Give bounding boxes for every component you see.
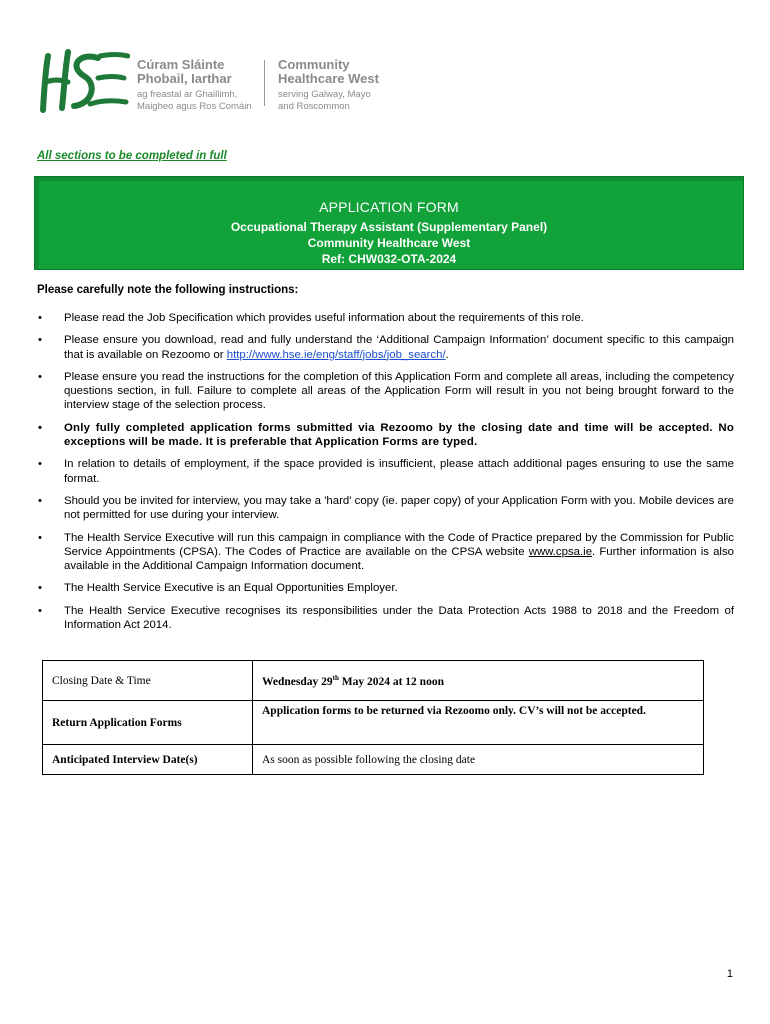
banner-top-edge	[35, 177, 743, 181]
job-search-link[interactable]: http://www.hse.ie/eng/staff/jobs/job_search/	[226, 348, 446, 361]
table-row	[43, 701, 704, 745]
bullet-icon: •	[38, 494, 42, 507]
instruction-item	[38, 457, 734, 486]
instruction-text: The Health Service Executive recognises its responsibilities under the Data Protection Acts 1988 to 2018 and the Freedom of Information Act 2014.	[64, 604, 734, 632]
instruction-item	[38, 311, 734, 325]
form-title-banner	[34, 176, 744, 270]
instruction-item	[38, 494, 734, 523]
org-name-english	[278, 58, 379, 113]
org-name-irish	[137, 58, 252, 113]
bullet-icon: •	[38, 312, 42, 324]
org-english-line2: Healthcare West	[278, 71, 379, 86]
return-forms-label: Return Application Forms	[43, 701, 253, 745]
closing-date-day: Wednesday 29	[262, 675, 333, 688]
reference-number: Ref: CHW032-OTA-2024	[321, 252, 457, 266]
instruction-item	[38, 421, 734, 450]
area-name: Community Healthcare West	[307, 236, 471, 250]
bullet-icon: •	[38, 334, 42, 347]
closing-date-suffix: th	[332, 673, 339, 682]
form-title: APPLICATION FORM	[319, 199, 459, 215]
completion-notice: All sections to be completed in full	[37, 150, 227, 162]
cpsa-link[interactable]: www.cpsa.ie	[528, 545, 593, 558]
instruction-text: In relation to details of employment, if the space provided is insufficient, please attach additional pages ensuring to use the same format.	[64, 458, 734, 485]
interview-date-value: As soon as possible following the closing date	[253, 745, 704, 775]
instruction-text-end: . Further information is also available in the Additional Campaign Information document.	[64, 545, 734, 573]
bullet-icon: •	[38, 421, 43, 434]
org-irish-line1: Cúram Sláinte	[137, 57, 225, 72]
instruction-text: Please read the Job Specification which provides useful information about the requirements of this role.	[64, 312, 584, 324]
instructions-heading: Please carefully note the following instructions:	[37, 284, 299, 296]
closing-date-rest: May 2024 at 12 noon	[338, 675, 444, 688]
table-row	[43, 745, 704, 775]
closing-date-label: Closing Date & Time	[43, 661, 253, 701]
instruction-text-end: .	[445, 348, 449, 361]
org-english-line1: Community	[278, 57, 350, 72]
org-english-line3: serving Galway, Mayo	[278, 89, 371, 100]
bullet-icon: •	[38, 458, 42, 471]
table-row	[43, 661, 704, 701]
org-irish-line3: ag freastal ar Ghaillimh,	[137, 89, 238, 100]
instruction-item	[38, 581, 734, 595]
instruction-item	[38, 531, 734, 574]
instruction-text: The Health Service Executive will run this campaign in compliance with the Code of Practice prepared by the Commission for Public Service Appointments (CPSA). The Codes of Practice are available on the CPSA website	[64, 531, 734, 558]
return-forms-value: Application forms to be returned via Rezoomo only. CV’s will not be accepted.	[253, 701, 704, 745]
instruction-text: Should you be invited for interview, you may take a 'hard' copy (ie. paper copy) of your Application Form with you. Mobile devices are not permitted for use during your interview.	[64, 494, 734, 522]
instruction-item	[38, 333, 734, 362]
closing-date-value	[253, 661, 704, 701]
instruction-item	[38, 370, 734, 413]
bullet-icon: •	[38, 370, 42, 383]
instruction-text: The Health Service Executive is an Equal Opportunities Employer.	[64, 582, 398, 595]
instruction-text: Only fully completed application forms submitted via Rezoomo by the closing date and time will be accepted. No exceptions will be made. It is preferable that Application Forms are typed.	[64, 421, 734, 449]
instructions-list	[38, 311, 734, 632]
org-irish-line2: Phobail, Iarthar	[137, 71, 232, 86]
bullet-icon: •	[38, 582, 42, 595]
instruction-item	[38, 604, 734, 633]
logo-divider	[264, 60, 265, 106]
interview-date-label: Anticipated Interview Date(s)	[43, 745, 253, 775]
instruction-text: Please ensure you download, read and fully understand the ‘Additional Campaign Information’ document specific to this campaign that is available on Rezoomo or	[64, 334, 734, 361]
hse-logo	[40, 48, 130, 114]
role-title: Occupational Therapy Assistant (Supplementary Panel)	[230, 220, 548, 234]
bullet-icon: •	[38, 531, 42, 544]
org-irish-line4: Maigheo agus Ros Comáin	[137, 101, 252, 112]
bullet-icon: •	[38, 604, 42, 617]
page-number: 1	[726, 968, 733, 980]
key-dates-table	[42, 660, 704, 775]
instruction-text: Please ensure you read the instructions for the completion of this Application Form and complete all areas, including the competency questions section, in full. Failure to complete all areas of the Application Form will result in you not being brought forward to the interview stage of the selection process.	[64, 370, 734, 412]
org-english-line4: and Roscommon	[278, 101, 350, 112]
